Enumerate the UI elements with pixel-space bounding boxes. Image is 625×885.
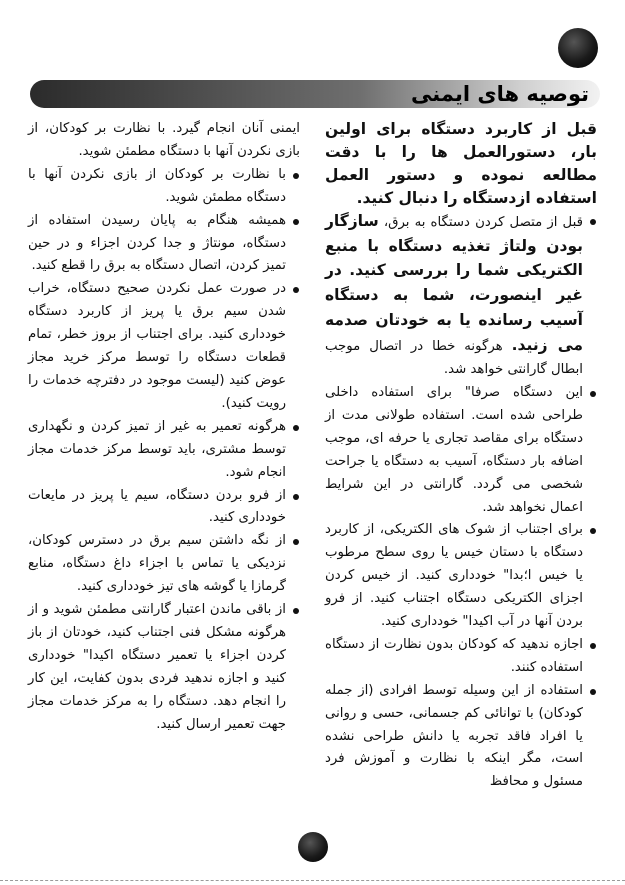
left-column [28,118,300,736]
list-item: این دستگاه صرفا" برای استفاده داخلی طراحی شده است. استفاده طولانی مدت از دستگاه برای مقاصد تجاری یا حرفه ای، موجب اضافه بار دستگاه، آسیب به دستگاه یا جراحت شخصی می گردد. گارانتی در این شرایط اعمال نخواهد شد. [325,382,597,519]
right-bullet-list [325,210,597,795]
list-item: اجازه ندهید که کودکان بدون نظارت از دستگاه استفاده کنند. [325,634,597,680]
list-item: با نظارت بر کودکان از بازی نکردن آنها با دستگاه مطمئن شوید. [28,164,300,210]
list-item: در صورت عمل نکردن صحیح دستگاه، خراب شدن سیم برق یا پریز از کاربرد دستگاه خودداری کنید. برای اجتناب از بروز خطر، تمام قطعات دستگاه را توسط مرکز خرید مجاز عوض کنید (لیست موجود در دفترچه خدمات را رویت کنید). [28,278,300,415]
list-item-tail: هرگونه خطا در اتصال موجب ابطال گارانتی خواهد شد. [325,339,583,378]
list-item: هرگونه تعمیر به غیر از تمیز کردن و نگهداری توسط مشتری، باید توسط مرکز خدمات مجاز انجام شود. [28,416,300,485]
list-item: استفاده از این وسیله توسط افرادی (از جمله کودکان) با توانائی کم جسمانی، حسی و روانی یا افراد فاقد تجربه یا دانش طراحی نشده است، مگر اینکه با نظارت و آموزش فرد مسئول و محافظ [325,680,597,795]
list-item: از فرو بردن دستگاه، سیم یا پریز در مایعات خودداری کنید. [28,485,300,531]
list-item: برای اجتناب از شوک های الکتریکی، از کاربرد دستگاه با دستان خیس یا روی سطح مرطوب یا خیس ا؛بدا" خودداری کنید. از خیس کردن اجزای الکتریکی دستگاه اجتناب کنید. از فرو بردن آنها در آب اکیدا" خودداری کنید. [325,519,597,634]
list-item: از نگه داشتن سیم برق در دسترس کودکان، نزدیکی یا تماس با اجزاء داغ دستگاه، منابع گرمازا یا گوشه های تیز خودداری کنید. [28,530,300,599]
page-title: توصیه های ایمنی [411,82,589,106]
left-bullet-list [28,164,300,737]
intro-paragraph: قبل از کاربرد دستگاه برای اولین بار، دستورالعمل ها را با دقت مطالعه نموده و دستور العمل استفاده ازدستگاه را دنبال کنید. [325,120,597,207]
list-item: همیشه هنگام به پایان رسیدن استفاده از دستگاه، مونتاژ و جدا کردن اجزاء و در حین تمیز کردن، اتصال دستگاه به برق را قطع کنید. [28,210,300,279]
bottom-dashed-rule [0,880,625,881]
list-item-lead: قبل از متصل کردن دستگاه به برق، [383,214,583,230]
bottom-decorative-dot [298,832,328,862]
right-column [325,118,597,794]
list-item-emphasis: سازگار بودن ولتاژ تغذیه دستگاه با منبع الکتریکی شما را بررسی کنید. در غیر اینصورت، شما به دستگاه آسیب رسانده یا به خودتان صدمه می زنید. [325,211,584,355]
list-item: از باقی ماندن اعتبار گارانتی مطمئن شوید و از هرگونه مشکل فنی اجتناب کنید، خودتان از باز کردن اجزاء یا تعمیر دستگاه اکیدا" خودداری کنید و اجازه ندهید فردی بدون کفایت، این کار را انجام دهد. دستگاه را به مرکز خدمات مجاز جهت تعمیر ارسال کنید. [28,599,300,736]
top-decorative-dot [558,28,598,68]
list-item [325,210,597,382]
continuation-paragraph: ایمنی آنان انجام گیرد. با نظارت بر کودکان، از بازی نکردن آنها با دستگاه مطمئن شوید. [28,121,300,159]
